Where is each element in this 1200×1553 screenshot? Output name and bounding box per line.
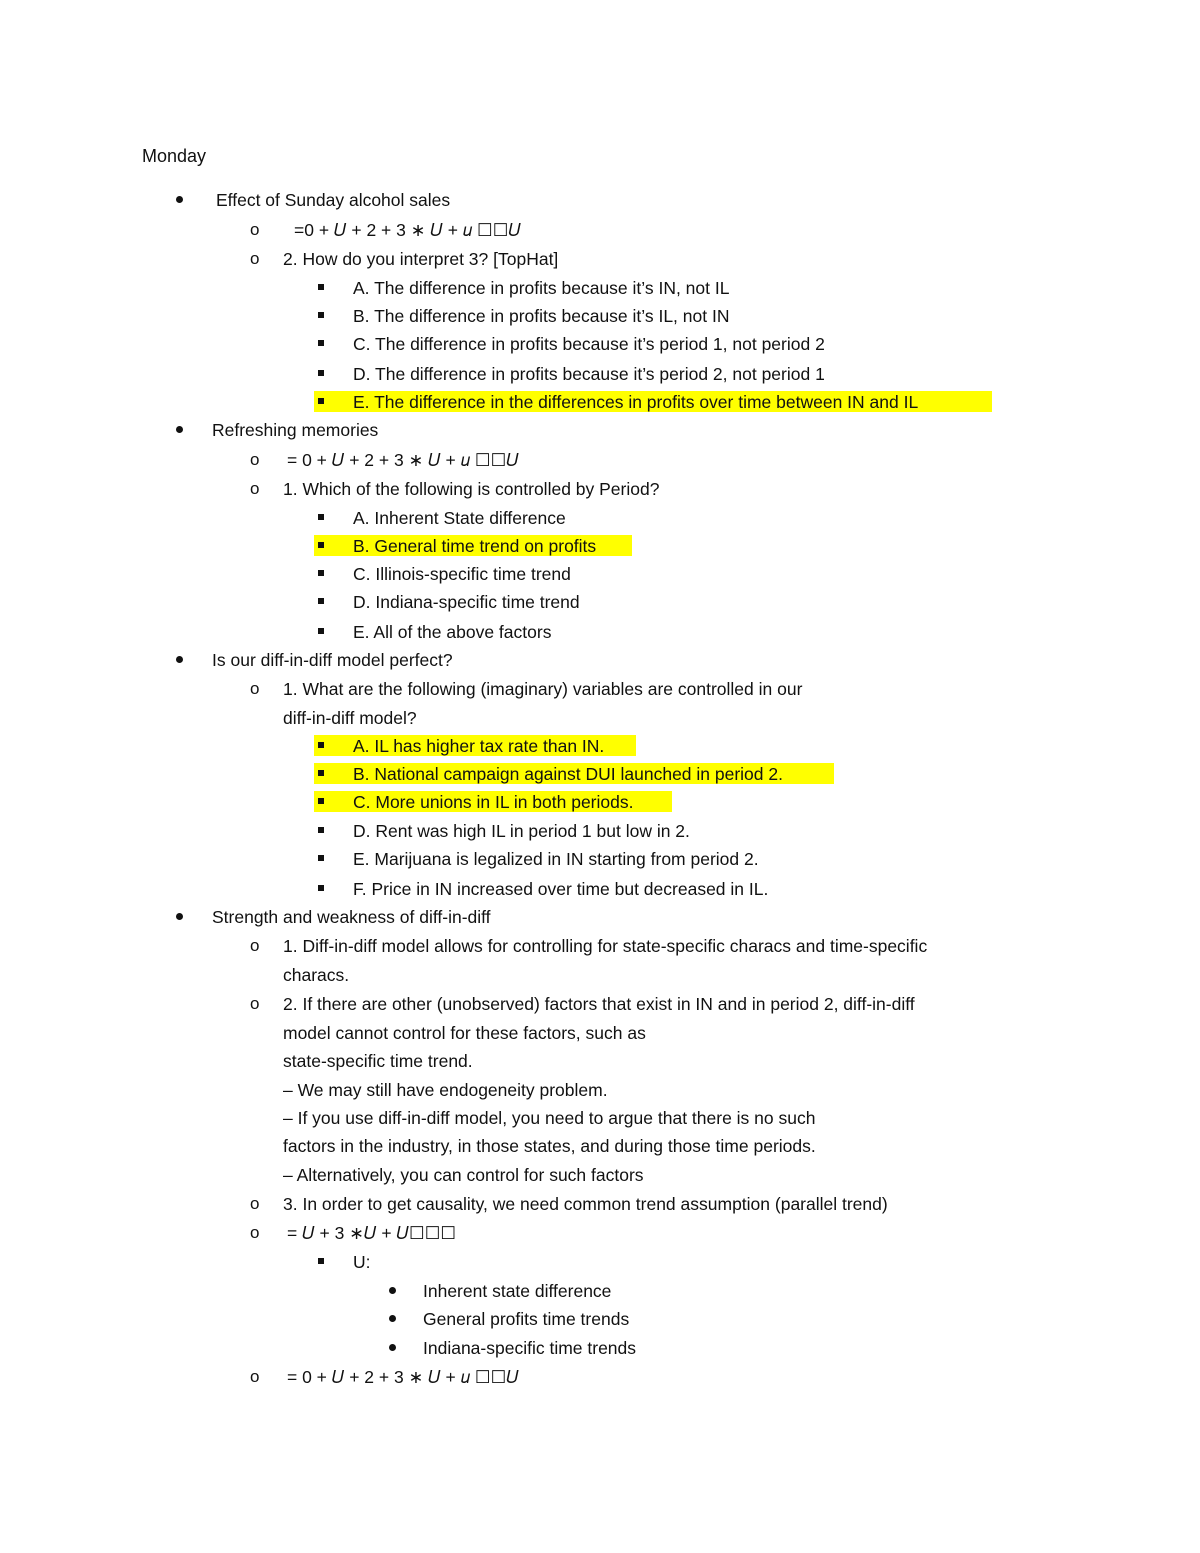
note-line: – We may still have endogeneity problem. [283, 1080, 608, 1100]
question-text: 1. What are the following (imaginary) variables are controlled in our [283, 679, 803, 699]
sub-marker: o [250, 1223, 260, 1242]
sub-marker: o [250, 1367, 260, 1386]
square-bullet [318, 598, 324, 604]
note-line: 2. If there are other (unobserved) factors that exist in IN and in period 2, diff-in-diff [283, 994, 915, 1014]
question-text: 1. Which of the following is controlled by Period? [283, 479, 660, 499]
question-text-continuation: diff-in-diff model? [283, 708, 417, 728]
square-bullet [318, 398, 324, 404]
sub-marker: o [250, 249, 260, 268]
equation-line: = 𝑈 + 3 ∗𝑈 + 𝑈☐☐☐ [287, 1223, 457, 1243]
square-bullet [318, 570, 324, 576]
square-bullet [318, 770, 324, 776]
section-heading: Strength and weakness of diff-in-diff [212, 907, 491, 927]
bullet-dot [389, 1315, 396, 1322]
answer-option-correct: C. More unions in IL in both periods. [353, 792, 634, 812]
answer-option: A. The difference in profits because it’s IN, not IL [353, 278, 730, 298]
sub-bullet-item: General profits time trends [423, 1309, 630, 1329]
note-line: 1. Diff-in-diff model allows for controlling for state-specific characs and time-specific [283, 936, 928, 956]
sub-marker: o [250, 936, 260, 955]
section-heading: Refreshing memories [212, 420, 379, 440]
bullet-dot [176, 656, 183, 663]
note-line: 3. In order to get causality, we need common trend assumption (parallel trend) [283, 1194, 888, 1214]
question-text: 2. How do you interpret 3? [TopHat] [283, 249, 559, 269]
square-bullet [318, 340, 324, 346]
bullet-dot [176, 913, 183, 920]
note-line: – If you use diff-in-diff model, you need to argue that there is no such [283, 1108, 816, 1128]
answer-option: F. Price in IN increased over time but decreased in IL. [353, 879, 769, 899]
section-heading: Effect of Sunday alcohol sales [216, 190, 451, 210]
square-bullet [318, 542, 324, 548]
bullet-dot [176, 196, 183, 203]
answer-option: E. All of the above factors [353, 622, 552, 642]
answer-option: D. Rent was high IL in period 1 but low in 2. [353, 821, 690, 841]
bullet-dot [389, 1287, 396, 1294]
answer-option-correct: A. IL has higher tax rate than IN. [353, 736, 605, 756]
note-line: factors in the industry, in those states, and during those time periods. [283, 1136, 816, 1156]
answer-option: C. The difference in profits because it’s period 1, not period 2 [353, 334, 825, 354]
square-bullet [318, 514, 324, 520]
bullet-dot [176, 426, 183, 433]
square-bullet [318, 798, 324, 804]
square-bullet [318, 312, 324, 318]
square-bullet [318, 742, 324, 748]
section-heading: Is our diff-in-diff model perfect? [212, 650, 453, 670]
note-line: state-specific time trend. [283, 1051, 473, 1071]
note-line: – Alternatively, you can control for such factors [283, 1165, 644, 1185]
answer-option: D. Indiana-specific time trend [353, 592, 580, 612]
bullet-dot [389, 1344, 396, 1351]
square-bullet [318, 370, 324, 376]
equation-line: = 0 + 𝑈 + 2 + 3 ∗ 𝑈 + 𝑢 ☐☐𝑈 [287, 450, 519, 470]
page-title: Monday [142, 146, 207, 166]
answer-option: C. Illinois-specific time trend [353, 564, 571, 584]
sub-label: U: [353, 1252, 371, 1272]
sub-marker: o [250, 994, 260, 1013]
answer-option-correct: B. National campaign against DUI launched in period 2. [353, 764, 783, 784]
sub-bullet-item: Indiana-specific time trends [423, 1338, 637, 1358]
answer-option: A. Inherent State difference [353, 508, 566, 528]
square-bullet [318, 885, 324, 891]
sub-marker: o [250, 450, 260, 469]
equation-line: = 0 + 𝑈 + 2 + 3 ∗ 𝑈 + 𝑢 ☐☐𝑈 [287, 1367, 519, 1387]
answer-option-correct: B. General time trend on profits [353, 536, 597, 556]
note-line: model cannot control for these factors, such as [283, 1023, 646, 1043]
sub-marker: o [250, 479, 260, 498]
sub-marker: o [250, 1194, 260, 1213]
answer-option-correct: E. The difference in the differences in profits over time between IN and IL [353, 392, 919, 412]
square-bullet [318, 628, 324, 634]
square-bullet [318, 827, 324, 833]
answer-option: E. Marijuana is legalized in IN starting from period 2. [353, 849, 759, 869]
equation-line: =0 + 𝑈 + 2 + 3 ∗ 𝑈 + 𝑢 ☐☐𝑈 [294, 220, 522, 240]
sub-marker: o [250, 679, 260, 698]
square-bullet [318, 284, 324, 290]
sub-bullet-item: Inherent state difference [423, 1281, 612, 1301]
sub-marker: o [250, 220, 260, 239]
square-bullet [318, 855, 324, 861]
answer-option: B. The difference in profits because it’s IL, not IN [353, 306, 730, 326]
answer-option: D. The difference in profits because it’s period 2, not period 1 [353, 364, 825, 384]
square-bullet [318, 1258, 324, 1264]
note-line: characs. [283, 965, 350, 985]
